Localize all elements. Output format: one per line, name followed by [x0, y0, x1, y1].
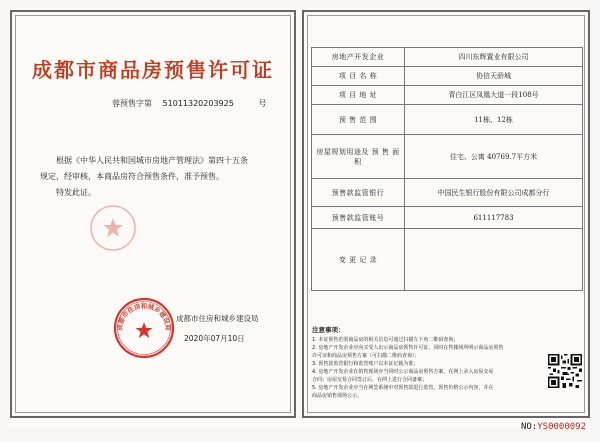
- row-label: 项 目 名 称: [312, 67, 405, 86]
- table-row: [312, 86, 583, 105]
- faint-seal-icon: [88, 203, 138, 253]
- table-row: [312, 229, 583, 291]
- note-item: 2. 房地产开发企业应向买受人出示商品房预售许可证，同时在售楼场所明示商品房预售: [312, 345, 504, 351]
- table-row: [312, 67, 583, 86]
- notes-title: 注意事项：: [312, 326, 345, 334]
- presale-suffix: 号: [258, 99, 267, 108]
- serial-prefix: NO:: [520, 422, 538, 432]
- serial-digits: 0000092: [548, 422, 586, 432]
- body-line-3: 特发此证。: [56, 188, 96, 197]
- row-label: 预售款监管银行: [312, 179, 405, 207]
- table-row: [312, 105, 583, 135]
- row-value: 住宅、公寓 40769.7平方米: [405, 135, 583, 179]
- project-info-table: [311, 47, 583, 291]
- table-row: [312, 135, 583, 179]
- note-item: 5. 房地产开发企业应当在网签系统中对预售款进行监管，预售价格公示内容，并在: [312, 385, 494, 391]
- note-item: 商品房销售现场公示。: [312, 393, 363, 399]
- row-label: 预售款监管账号: [312, 207, 405, 229]
- row-label: 变 更 记 录: [312, 229, 405, 291]
- row-value: 四川东辉置业有限公司: [405, 48, 583, 67]
- row-label: 项 目 地 址: [312, 86, 405, 105]
- presale-number: 51011320203925: [162, 99, 234, 108]
- note-item: 许可证和商品房预售方案（可扫描二维码查询）；: [312, 353, 420, 359]
- certificate-body: [40, 153, 288, 201]
- row-label: 房地产开发企业: [312, 48, 405, 67]
- body-line-1: 根据《中华人民共和国城市房地产管理法》第四十五条: [56, 156, 248, 165]
- table-row: [312, 179, 583, 207]
- note-item: 4. 房地产开发企业在销售现场应当同时公示商品房预售方案，在网上录入房屋交易: [312, 369, 494, 375]
- note-item: 3. 预售款监管银行和监管账户以本证记载为准；: [312, 361, 419, 367]
- presale-number-line: [112, 98, 266, 109]
- presale-label: 蓉预售字第: [112, 99, 152, 108]
- row-label: 房屋规划用途及 预 售 面 积: [312, 135, 405, 179]
- serial-code: YS: [537, 422, 549, 432]
- row-value: 中国民生银行股份有限公司成都分行: [405, 179, 583, 207]
- row-value: 611117783: [405, 207, 583, 229]
- qr-code-icon[interactable]: [548, 354, 582, 388]
- row-value: [405, 229, 583, 291]
- table-row: [312, 48, 583, 67]
- issue-date: 2020年07月10日: [184, 334, 245, 343]
- note-item: 合同；房屋交易合同签订后，在网上进行合同备案；: [312, 377, 428, 383]
- row-value: 协信天骄城: [405, 67, 583, 86]
- serial-number: [521, 422, 586, 432]
- row-value: 11栋、12栋: [405, 105, 583, 135]
- official-seal-icon: [112, 296, 176, 360]
- seal-text: 成都市住房和城乡建设局: [115, 302, 173, 332]
- notes-section: [312, 326, 550, 400]
- note-item: 1. 本证预售范围商品房的相关信息可通过扫描左下角二维码查询；: [312, 337, 459, 343]
- body-line-2: 规定，经审核，本商品房符合预售条件，准予预售。: [40, 172, 224, 181]
- row-value: 青白江区凤凰大道一段108号: [405, 86, 583, 105]
- certificate-title: 成都市商品房预售许可证: [32, 58, 274, 82]
- table-row: [312, 207, 583, 229]
- row-label: 预 售 范 围: [312, 105, 405, 135]
- issuer-name: 成都市住房和城乡建设局: [176, 314, 259, 323]
